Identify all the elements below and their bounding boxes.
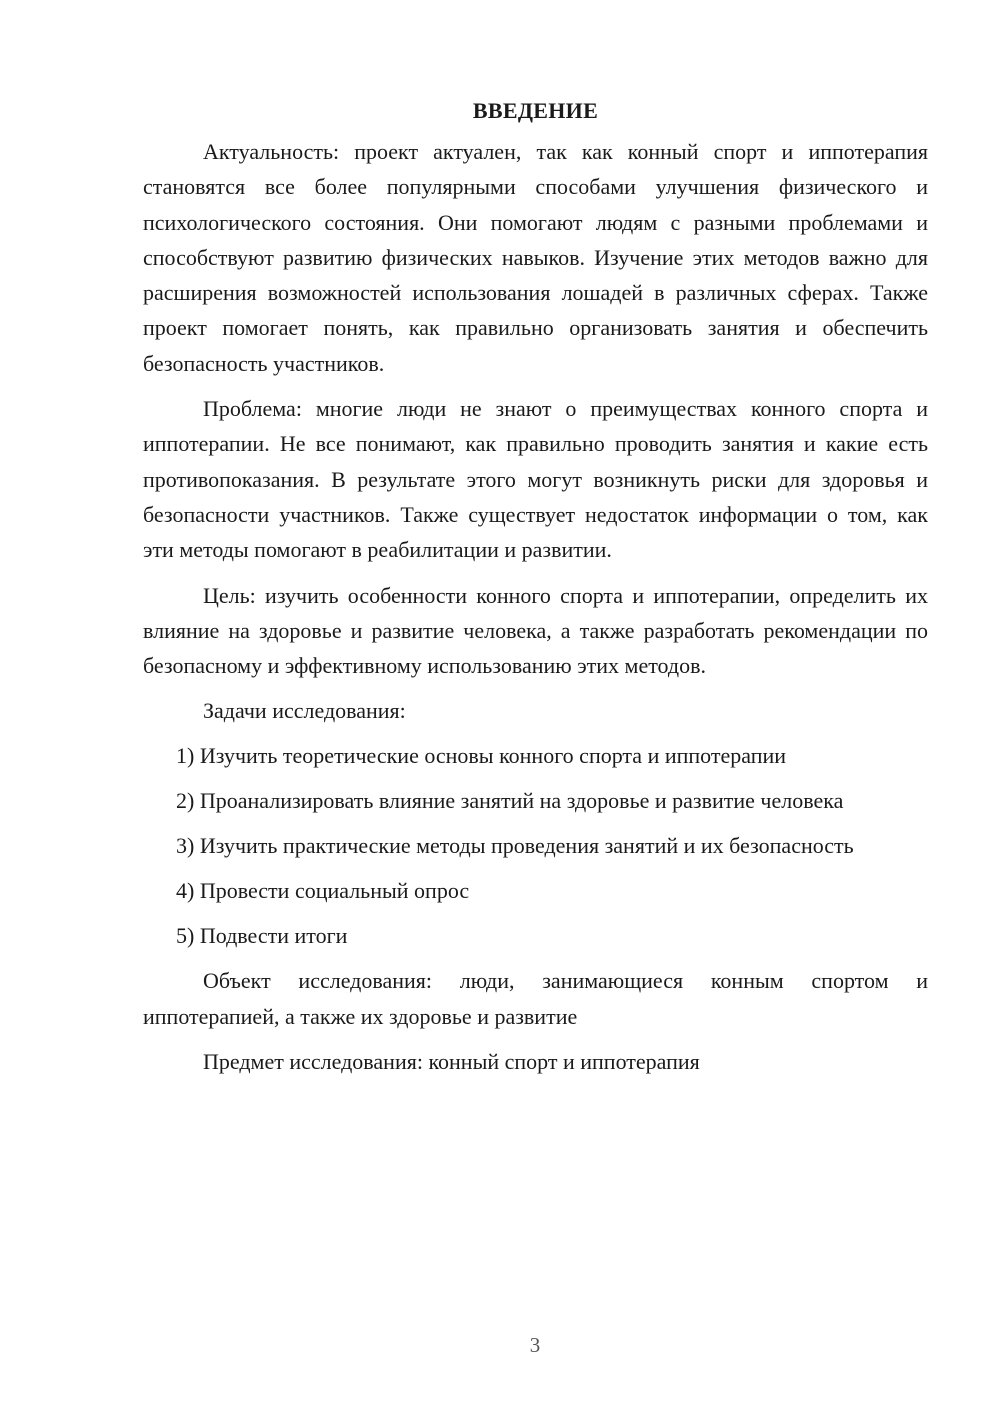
- task-item-4: 4) Провести социальный опрос: [176, 878, 470, 904]
- task-item-3: 3) Изучить практические методы проведения занятий и их безопасность: [176, 833, 854, 859]
- subject-paragraph: Предмет исследования: конный спорт и иппотерапия: [203, 1049, 700, 1075]
- page-number: 3: [529, 1333, 541, 1357]
- tasks-heading: Задачи исследования:: [203, 698, 406, 724]
- page-title: ВВЕДЕНИЕ: [472, 98, 599, 123]
- document-page: [143, 96, 928, 1089]
- relevance-paragraph: Актуальность: проект актуален, так как конный спорт и иппотерапия становятся все более популярными способами улучшения физического и психологического состояния. Они помогают людям с разными проблемами и способствуют развитию физических навыков. Изучение этих методов важно для расширения возможностей использования лошадей в различных сферах. Также проект помогает понять, как правильно организовать занятия и обеспечить безопасность участников.: [143, 139, 928, 376]
- task-item-1: 1) Изучить теоретические основы конного спорта и иппотерапии: [176, 743, 787, 769]
- task-item-2: 2) Проанализировать влияние занятий на здоровье и развитие человека: [176, 788, 844, 814]
- goal-paragraph: Цель: изучить особенности конного спорта и иппотерапии, определить их влияние на здоровье и развитие человека, а также разработать рекомендации по безопасному и эффективному использованию этих методов.: [143, 582, 928, 679]
- object-paragraph: Объект исследования: люди, занимающиеся конным спортом и иппотерапией, а также их здоровье и развитие: [143, 968, 928, 1029]
- problem-paragraph: Проблема: многие люди не знают о преимуществах конного спорта и иппотерапии. Не все понимают, как правильно проводить занятия и какие есть противопоказания. В результате этого могут возникнуть риски для здоровья и безопасности участников. Также существует недостаток информации о том, как эти методы помогают в реабилитации и развитии.: [143, 396, 928, 563]
- task-item-5: 5) Подвести итоги: [176, 923, 348, 949]
